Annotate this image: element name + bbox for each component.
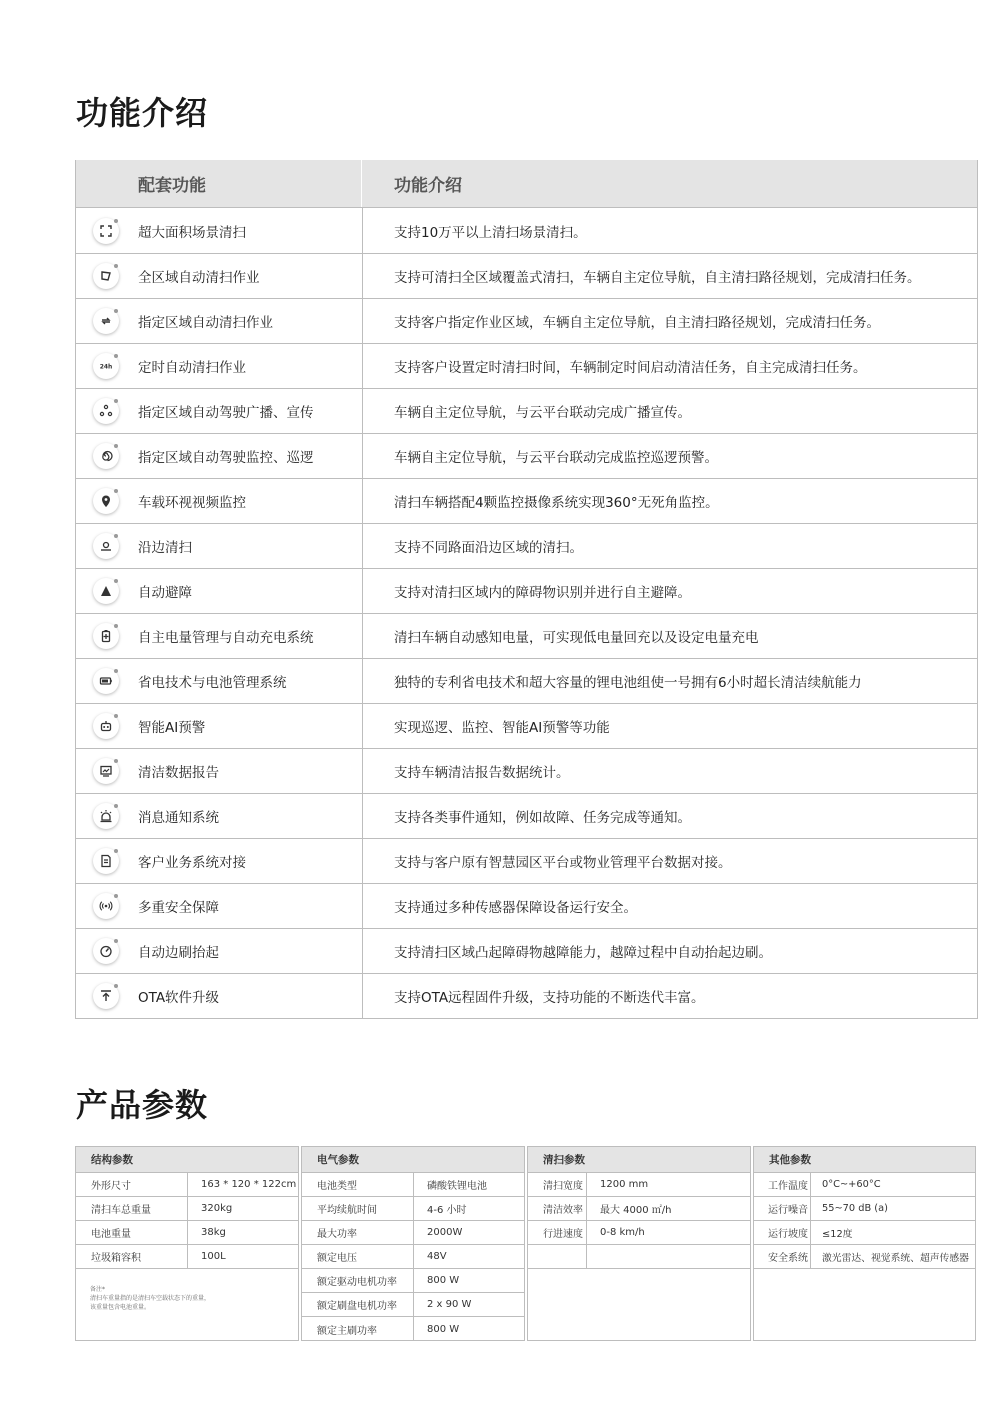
param-row bbox=[528, 1173, 750, 1197]
feature-name: 指定区域自动驾驶广播、宣传 bbox=[138, 405, 314, 421]
feature-row bbox=[76, 388, 977, 433]
feature-row bbox=[76, 253, 977, 298]
feature-row bbox=[76, 793, 977, 838]
feature-description: 支持与客户原有智慧园区平台或物业管理平台数据对接。 bbox=[394, 855, 732, 871]
feature-description: 支持各类事件通知，例如故障、任务完成等通知。 bbox=[394, 810, 691, 826]
feature-row bbox=[76, 703, 977, 748]
param-row bbox=[754, 1221, 975, 1245]
param-note bbox=[76, 1269, 298, 1312]
param-key: 清扫车总重量 bbox=[76, 1197, 188, 1220]
feature-row bbox=[76, 568, 977, 613]
param-key: 运行噪音 bbox=[754, 1197, 811, 1220]
feature-row bbox=[76, 433, 977, 478]
param-row bbox=[754, 1173, 975, 1197]
loop-icon bbox=[93, 308, 119, 334]
param-row bbox=[302, 1197, 524, 1221]
feature-description: 支持OTA远程固件升级，支持功能的不断迭代丰富。 bbox=[394, 990, 705, 1006]
expand-icon bbox=[93, 218, 119, 244]
feature-description: 支持客户设置定时清扫时间，车辆制定时间启动清洁任务，自主完成清扫任务。 bbox=[394, 360, 867, 376]
param-row bbox=[528, 1221, 750, 1245]
svg-text:24h: 24h bbox=[99, 363, 113, 371]
feature-description: 支持车辆清洁报告数据统计。 bbox=[394, 765, 570, 781]
feature-name: 定时自动清扫作业 bbox=[138, 360, 246, 376]
param-block-other bbox=[753, 1146, 976, 1341]
upload-icon bbox=[93, 983, 119, 1009]
param-key: 额定驱动电机功率 bbox=[302, 1269, 414, 1292]
param-value: 38kg bbox=[201, 1227, 226, 1238]
feature-name: 清洁数据报告 bbox=[138, 765, 219, 781]
param-value: 100L bbox=[201, 1251, 226, 1262]
param-row bbox=[302, 1293, 524, 1317]
feature-name: 超大面积场景清扫 bbox=[138, 224, 246, 241]
feature-name-cell bbox=[76, 749, 363, 793]
feature-table bbox=[75, 160, 978, 1019]
param-key: 额定刷盘电机功率 bbox=[302, 1293, 414, 1316]
param-block-title: 电气参数 bbox=[302, 1147, 524, 1173]
obstacle-icon bbox=[93, 578, 119, 604]
feature-description: 支持可清扫全区域覆盖式清扫，车辆自主定位导航，自主清扫路径规划，完成清扫任务。 bbox=[394, 270, 921, 286]
document-icon bbox=[93, 848, 119, 874]
param-value: 55~70 dB (a) bbox=[822, 1203, 888, 1214]
feature-name-cell bbox=[76, 614, 363, 658]
feature-row bbox=[76, 748, 977, 793]
feature-name: OTA软件升级 bbox=[138, 990, 220, 1006]
feature-name-cell bbox=[76, 839, 363, 883]
param-value: 800 W bbox=[427, 1323, 460, 1335]
param-key: 额定主刷功率 bbox=[302, 1317, 414, 1341]
feature-table-header bbox=[76, 160, 977, 208]
feature-name: 沿边清扫 bbox=[138, 540, 192, 556]
feature-description: 实现巡逻、监控、智能AI预警等功能 bbox=[394, 720, 610, 736]
feature-name-cell bbox=[76, 479, 363, 523]
feature-row bbox=[76, 973, 977, 1018]
param-row bbox=[754, 1197, 975, 1221]
param-value: 800 W bbox=[427, 1275, 460, 1286]
param-row bbox=[76, 1197, 298, 1221]
feature-name: 自动避障 bbox=[138, 585, 192, 601]
feature-description: 支持清扫区域凸起障碍物越障能力，越障过程中自动抬起边刷。 bbox=[394, 945, 772, 961]
param-value: 最大 4000 ㎡/h bbox=[600, 1205, 672, 1216]
feature-name-cell bbox=[76, 299, 363, 343]
feature-row bbox=[76, 298, 977, 343]
feature-row bbox=[76, 838, 977, 883]
param-value: 163 * 120 * 122cm bbox=[201, 1179, 297, 1190]
feature-description: 支持10万平以上清扫场景清扫。 bbox=[394, 224, 587, 241]
report-icon bbox=[93, 758, 119, 784]
feature-name: 多重安全保障 bbox=[138, 900, 219, 916]
param-row bbox=[302, 1173, 524, 1197]
param-value: ≤12度 bbox=[822, 1228, 853, 1240]
param-block-title: 其他参数 bbox=[754, 1147, 975, 1173]
param-key: 垃圾箱容积 bbox=[76, 1245, 188, 1268]
feature-name-cell bbox=[76, 208, 363, 253]
param-value-empty bbox=[587, 1245, 750, 1268]
feature-name: 自动边刷抬起 bbox=[138, 945, 219, 961]
feature-name: 智能AI预警 bbox=[138, 720, 206, 736]
feature-row bbox=[76, 478, 977, 523]
feature-row bbox=[76, 658, 977, 703]
feature-name-cell bbox=[76, 344, 363, 388]
spiral-icon bbox=[93, 443, 119, 469]
feature-name-cell bbox=[76, 704, 363, 748]
feature-row bbox=[76, 928, 977, 973]
param-value: 0°C~+60°C bbox=[822, 1179, 881, 1190]
feature-name-cell bbox=[76, 389, 363, 433]
feature-description: 支持不同路面沿边区域的清扫。 bbox=[394, 540, 583, 556]
param-row bbox=[76, 1245, 298, 1269]
24h-icon bbox=[93, 353, 119, 379]
feature-name: 指定区域自动清扫作业 bbox=[138, 315, 273, 331]
battery-charge-icon bbox=[93, 623, 119, 649]
param-value: 激光雷达、视觉系统、超声传感器 bbox=[822, 1252, 969, 1264]
feature-description: 独特的专利省电技术和超大容量的锂电池组使一号拥有6小时超长清洁续航能力 bbox=[394, 675, 862, 691]
param-value: 1200 mm bbox=[600, 1179, 649, 1190]
note-line: 清扫车重量指的是清扫车空载状态下的重量， bbox=[90, 1295, 211, 1302]
param-key: 安全系统 bbox=[754, 1245, 811, 1268]
param-block-structure bbox=[75, 1146, 299, 1341]
param-row bbox=[302, 1317, 524, 1341]
param-key: 额定电压 bbox=[302, 1245, 414, 1268]
feature-name-cell bbox=[76, 254, 363, 298]
header-col-intro: 功能介绍 bbox=[394, 176, 462, 196]
section-title-features: 功能介绍 bbox=[76, 94, 209, 132]
feature-name: 消息通知系统 bbox=[138, 810, 219, 826]
feature-name-cell bbox=[76, 974, 363, 1018]
param-row bbox=[302, 1269, 524, 1293]
feature-name: 车载环视视频监控 bbox=[138, 495, 246, 511]
param-row bbox=[754, 1245, 975, 1269]
note-title: 备注* bbox=[90, 1286, 106, 1293]
note-line: 该重量包含电池重量。 bbox=[90, 1304, 151, 1311]
feature-row bbox=[76, 613, 977, 658]
battery-icon bbox=[93, 668, 119, 694]
feature-row bbox=[76, 523, 977, 568]
param-row bbox=[76, 1173, 298, 1197]
param-key: 清洁效率 bbox=[528, 1197, 587, 1220]
param-value: 2000W bbox=[427, 1227, 463, 1238]
param-row bbox=[302, 1245, 524, 1269]
feature-name: 省电技术与电池管理系统 bbox=[138, 675, 287, 691]
param-value: 磷酸铁锂电池 bbox=[427, 1181, 487, 1192]
param-value: 4-6 小时 bbox=[427, 1205, 467, 1216]
feature-name: 全区域自动清扫作业 bbox=[138, 270, 260, 286]
param-value: 0-8 km/h bbox=[600, 1227, 645, 1238]
section-title-params: 产品参数 bbox=[76, 1086, 209, 1124]
param-row bbox=[528, 1197, 750, 1221]
param-value: 48V bbox=[427, 1251, 447, 1262]
feature-name-cell bbox=[76, 794, 363, 838]
param-key: 电池类型 bbox=[302, 1173, 414, 1196]
param-key: 平均续航时间 bbox=[302, 1197, 414, 1220]
param-key: 工作温度 bbox=[754, 1173, 811, 1196]
param-key: 电池重量 bbox=[76, 1221, 188, 1244]
feature-row bbox=[76, 208, 977, 253]
feature-description: 车辆自主定位导航，与云平台联动完成广播宣传。 bbox=[394, 405, 691, 421]
param-row-empty bbox=[528, 1245, 750, 1269]
feature-name: 自主电量管理与自动充电系统 bbox=[138, 630, 314, 646]
feature-name: 指定区域自动驾驶监控、巡逻 bbox=[138, 450, 314, 466]
param-value: 320kg bbox=[201, 1203, 233, 1214]
feature-name: 客户业务系统对接 bbox=[138, 855, 246, 871]
robot-icon bbox=[93, 713, 119, 739]
feature-row bbox=[76, 343, 977, 388]
param-key: 最大功率 bbox=[302, 1221, 414, 1244]
signal-icon bbox=[93, 893, 119, 919]
feature-description: 清扫车辆自动感知电量，可实现低电量回充以及设定电量充电 bbox=[394, 630, 759, 646]
param-block-electrical bbox=[301, 1146, 525, 1341]
param-block-cleaning bbox=[527, 1146, 751, 1341]
param-key: 行进速度 bbox=[528, 1221, 587, 1244]
feature-name-cell bbox=[76, 569, 363, 613]
feature-name-cell bbox=[76, 929, 363, 973]
feature-description: 清扫车辆搭配4颗监控摄像系统实现360°无死角监控。 bbox=[394, 495, 719, 511]
param-row bbox=[76, 1221, 298, 1245]
feature-name-cell bbox=[76, 434, 363, 478]
feature-description: 支持对清扫区域内的障碍物识别并进行自主避障。 bbox=[394, 585, 691, 601]
gauge-icon bbox=[93, 938, 119, 964]
feature-description: 支持客户指定作业区域，车辆自主定位导航，自主清扫路径规划，完成清扫任务。 bbox=[394, 315, 880, 331]
broadcast-icon bbox=[93, 398, 119, 424]
param-value: 2 x 90 W bbox=[427, 1299, 472, 1310]
param-key: 运行坡度 bbox=[754, 1221, 811, 1244]
area-icon bbox=[93, 263, 119, 289]
feature-name-cell bbox=[76, 659, 363, 703]
feature-name-cell bbox=[76, 524, 363, 568]
feature-row bbox=[76, 883, 977, 928]
edge-icon bbox=[93, 533, 119, 559]
param-row bbox=[302, 1221, 524, 1245]
param-key: 清扫宽度 bbox=[528, 1173, 587, 1196]
location-icon bbox=[93, 488, 119, 514]
header-col-function: 配套功能 bbox=[76, 160, 362, 207]
feature-name-cell bbox=[76, 884, 363, 928]
param-key-empty bbox=[528, 1245, 587, 1268]
param-key: 外形尺寸 bbox=[76, 1173, 188, 1196]
feature-description: 支持通过多种传感器保障设备运行安全。 bbox=[394, 900, 637, 916]
alarm-icon bbox=[93, 803, 119, 829]
feature-description: 车辆自主定位导航，与云平台联动完成监控巡逻预警。 bbox=[394, 450, 718, 466]
param-block-title: 结构参数 bbox=[76, 1147, 298, 1173]
param-block-title: 清扫参数 bbox=[528, 1147, 750, 1173]
